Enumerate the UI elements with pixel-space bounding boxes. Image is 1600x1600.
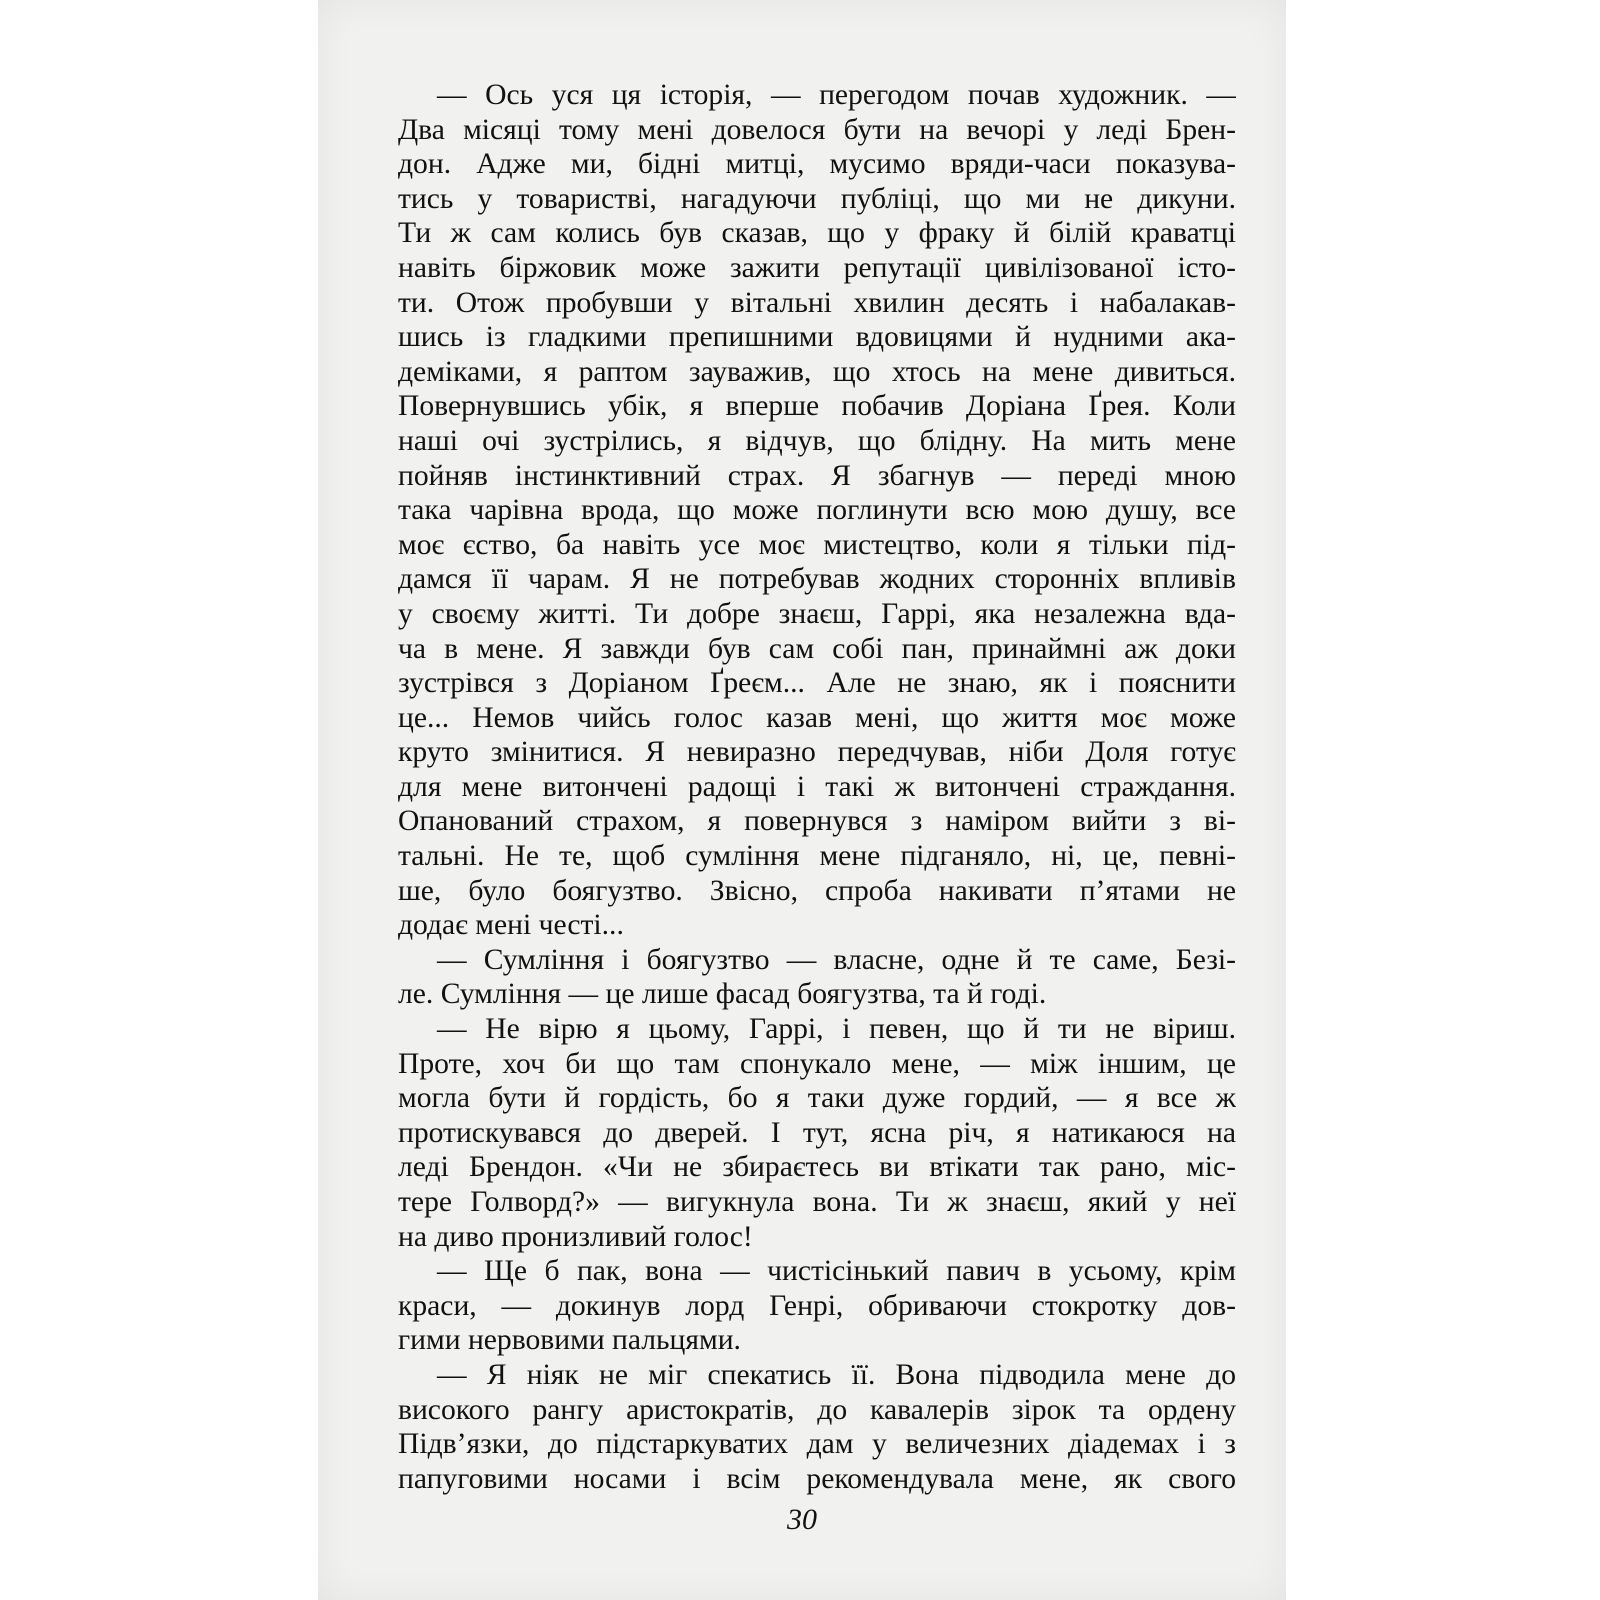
book-page: [318, 0, 1286, 1600]
text-line: зустрівся з Доріаном Ґреєм... Але не знаю, як і пояснити: [398, 667, 1236, 700]
text-line: Підв’язки, до підстаркуватих дам у величезних діадемах і з: [398, 1428, 1236, 1461]
text-line: деміками, я раптом зауважив, що хтось на мене дивиться.: [398, 355, 1236, 388]
text-line: Ти ж сам колись був сказав, що у фраку й білій краватці: [398, 217, 1236, 250]
text-line: Повернувшись убік, я вперше побачив Доріана Ґрея. Коли: [398, 390, 1236, 423]
text-line: у своєму житті. Ти добре знаєш, Гаррі, яка незалежна вда-: [398, 597, 1236, 630]
text-line: тись у товаристві, нагадуючи публіці, що ми не дикуни.: [398, 182, 1236, 215]
text-line: на диво пронизливий голос!: [398, 1220, 753, 1253]
text-line: ше, було боягузтво. Звісно, спроба накивати п’ятами не: [398, 874, 1236, 907]
text-line: шись із гладкими препишними вдовицями й нудними ака-: [398, 321, 1236, 354]
text-line: навіть біржовик може зажити репутації цивілізованої істо-: [398, 251, 1236, 284]
text-line: така чарівна врода, що може поглинути всю мою душу, все: [398, 494, 1236, 527]
text-line: папуговими носами і всім рекомендувала мене, як свого: [398, 1462, 1236, 1495]
text-line: Два місяці тому мені довелося бути на вечорі у леді Брен-: [398, 113, 1236, 146]
text-line: круто змінитися. Я невиразно передчував, ніби Доля готує: [398, 736, 1236, 769]
text-line: — Я ніяк не міг спекатись її. Вона підводила мене до: [437, 1358, 1236, 1391]
text-line: ле. Сумління — це лише фасад боягузтва, та й годі.: [398, 978, 1047, 1011]
text-line: це... Немов чийсь голос казав мені, що життя моє може: [398, 701, 1236, 734]
text-line: дон. Адже ми, бідні митці, мусимо вряди-часи показува-: [398, 148, 1236, 181]
text-line: додає мені честі...: [398, 909, 624, 942]
text-line: леді Брендон. «Чи не збираєтесь ви втікати так рано, міс-: [398, 1151, 1236, 1184]
text-line: тальні. Не те, щоб сумління мене підганяло, ні, це, певні-: [398, 840, 1236, 873]
text-line: — Ось уся ця історія, — перегодом почав художник. —: [437, 79, 1236, 111]
text-line: — Сумління і боягузтво — власне, одне й те саме, Безі-: [437, 943, 1236, 976]
text-line: Проте, хоч би що там спонукало мене, — між іншим, це: [398, 1047, 1236, 1080]
text-line: краси, — докинув лорд Генрі, обриваючи стокротку дов-: [398, 1289, 1236, 1322]
text-line: гими нервовими пальцями.: [398, 1324, 741, 1357]
text-line: пойняв інстинктивний страх. Я збагнув — переді мною: [398, 459, 1236, 492]
text-line: високого рангу аристократів, до кавалерів зірок та ордену: [398, 1393, 1236, 1426]
text-line: тере Голворд?» — вигукнула вона. Ти ж знаєш, який у неї: [398, 1186, 1236, 1218]
text-line: дамся її чарам. Я не потребував жодних сторонніх впливів: [398, 563, 1236, 596]
text-line: для мене витончені радощі і такі ж витончені страждання.: [398, 770, 1236, 803]
text-line: ча в мене. Я завжди був сам собі пан, принаймні аж доки: [398, 632, 1236, 665]
text-line: ти. Отож пробувши у вітальні хвилин десять і набалакав-: [398, 286, 1236, 319]
body-text: [398, 78, 1236, 1496]
text-line: Опанований страхом, я повернувся з наміром вийти з ві-: [398, 805, 1236, 838]
text-line: могла бути й гордість, бо я таки дуже гордий, — я все ж: [398, 1082, 1236, 1115]
text-line: наші очі зустрілись, я відчув, що блідну. На мить мене: [398, 424, 1236, 457]
text-line: — Ще б пак, вона — чистісінький павич в усьому, крім: [437, 1255, 1236, 1288]
text-line: протискувався до дверей. І тут, ясна річ, я натикаюся на: [398, 1116, 1236, 1149]
page-number: 30: [787, 1503, 817, 1536]
text-line: — Не вірю я цьому, Гаррі, і певен, що й ти не віриш.: [437, 1013, 1236, 1046]
text-line: моє єство, ба навіть усе моє мистецтво, коли я тільки під-: [398, 528, 1236, 561]
